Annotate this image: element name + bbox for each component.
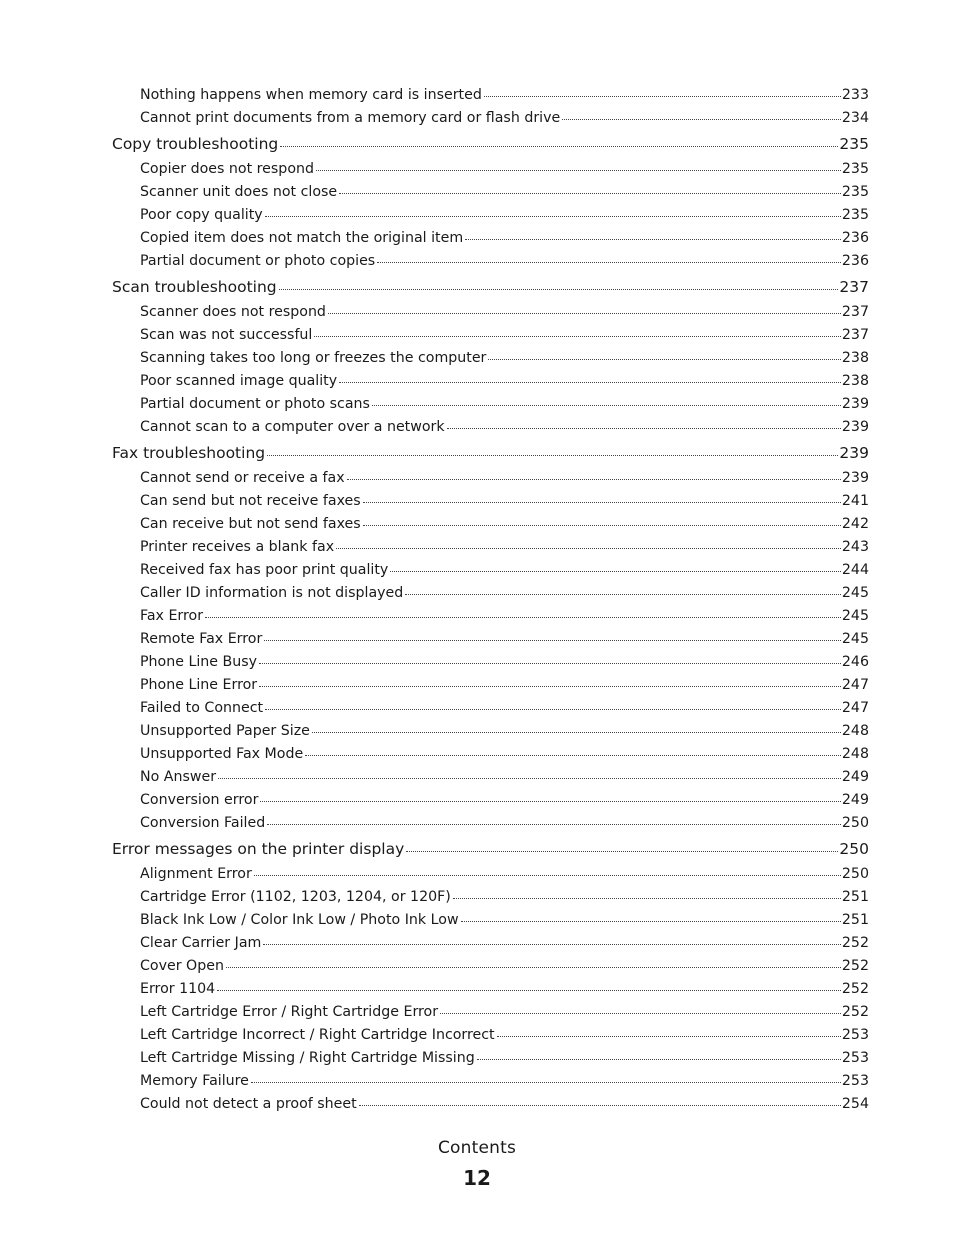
toc-entry[interactable]	[0, 605, 954, 628]
toc-entry-page: 247	[841, 677, 869, 693]
dot-leader	[265, 216, 841, 217]
toc-entry-title: Copier does not respond	[140, 161, 314, 177]
dot-leader	[461, 921, 841, 922]
toc-section-entry[interactable]	[0, 835, 954, 863]
toc-entry-title: Unsupported Fax Mode	[140, 746, 304, 762]
toc-entry-title: Left Cartridge Missing / Right Cartridge Missing	[140, 1050, 475, 1066]
toc-entry-title: Copied item does not match the original item	[140, 230, 464, 246]
toc-entry-page: 233	[841, 87, 869, 103]
toc-entry-title: Clear Carrier Jam	[140, 935, 262, 951]
toc-entry-page: 253	[841, 1027, 869, 1043]
toc-entry[interactable]	[0, 955, 954, 978]
toc-entry-page: 238	[841, 350, 869, 366]
toc-entry-page: 244	[841, 562, 869, 578]
toc-entry[interactable]	[0, 513, 954, 536]
toc-entry-page: 254	[841, 1096, 869, 1112]
dot-leader	[316, 170, 841, 171]
dot-leader	[406, 851, 838, 852]
toc-entry[interactable]	[0, 250, 954, 273]
dot-leader	[312, 732, 841, 733]
toc-entry-title: Left Cartridge Error / Right Cartridge Error	[140, 1004, 439, 1020]
toc-entry-page: 246	[841, 654, 869, 670]
toc-entry-title: Error 1104	[140, 981, 216, 997]
dot-leader	[260, 801, 841, 802]
toc-entry-page: 245	[841, 608, 869, 624]
toc-entry[interactable]	[0, 978, 954, 1001]
toc-entry-page: 243	[841, 539, 869, 555]
toc-entry-page: 252	[841, 935, 869, 951]
toc-entry[interactable]	[0, 536, 954, 559]
toc-entry[interactable]	[0, 181, 954, 204]
toc-entry-title: Fax troubleshooting	[112, 444, 266, 462]
toc-entry-title: Cover Open	[140, 958, 224, 974]
toc-entry[interactable]	[0, 932, 954, 955]
dot-leader	[265, 709, 841, 710]
toc-entry[interactable]	[0, 697, 954, 720]
toc-entry-title: Memory Failure	[140, 1073, 249, 1089]
toc-entry[interactable]	[0, 1070, 954, 1093]
dot-leader	[328, 313, 841, 314]
toc-entry-page: 239	[841, 396, 869, 412]
toc-entry[interactable]	[0, 766, 954, 789]
dot-leader	[314, 336, 841, 337]
toc-entry-page: 239	[841, 419, 869, 435]
toc-entry-page: 235	[841, 161, 869, 177]
dot-leader	[363, 525, 841, 526]
dot-leader	[405, 594, 841, 595]
toc-entry[interactable]	[0, 1024, 954, 1047]
dot-leader	[440, 1013, 841, 1014]
toc-entry[interactable]	[0, 743, 954, 766]
toc-entry-page: 250	[839, 840, 869, 858]
dot-leader	[251, 1082, 841, 1083]
dot-leader	[259, 663, 841, 664]
toc-entry[interactable]	[0, 467, 954, 490]
dot-leader	[484, 96, 841, 97]
toc-entry-title: Left Cartridge Incorrect / Right Cartridge Incorrect	[140, 1027, 495, 1043]
footer-section-title: Contents	[437, 1138, 517, 1158]
dot-leader	[205, 617, 841, 618]
toc-entry-page: 247	[841, 700, 869, 716]
toc-entry-page: 242	[841, 516, 869, 532]
dot-leader	[305, 755, 841, 756]
footer-page-number: 12	[463, 1166, 491, 1190]
toc-entry-title: Poor copy quality	[140, 207, 263, 223]
toc-entry[interactable]	[0, 789, 954, 812]
toc-entry[interactable]	[0, 347, 954, 370]
toc-entry[interactable]	[0, 84, 954, 107]
toc-entry[interactable]	[0, 812, 954, 835]
dot-leader	[562, 119, 841, 120]
toc-entry-title: Scan was not successful	[140, 327, 313, 343]
dot-leader	[347, 479, 841, 480]
toc-section-entry[interactable]	[0, 273, 954, 301]
toc-entry-title: Cannot send or receive a fax	[140, 470, 345, 486]
toc-entry-title: Error messages on the printer display	[112, 840, 405, 858]
toc-entry-title: Phone Line Busy	[140, 654, 258, 670]
toc-entry[interactable]	[0, 416, 954, 439]
toc-entry[interactable]	[0, 909, 954, 932]
toc-entry-title: Cannot scan to a computer over a network	[140, 419, 445, 435]
toc-entry[interactable]	[0, 324, 954, 347]
toc-entry-page: 253	[841, 1073, 869, 1089]
dot-leader	[363, 502, 841, 503]
dot-leader	[218, 778, 841, 779]
dot-leader	[280, 146, 838, 147]
toc-entry[interactable]	[0, 1047, 954, 1070]
toc-entry-title: Partial document or photo copies	[140, 253, 376, 269]
toc-entry-page: 235	[839, 135, 869, 153]
dot-leader	[488, 359, 841, 360]
toc-entry[interactable]	[0, 886, 954, 909]
toc-entry-page: 234	[841, 110, 869, 126]
toc-entry-title: Unsupported Paper Size	[140, 723, 310, 739]
toc-entry-page: 237	[841, 304, 869, 320]
toc-entry[interactable]	[0, 370, 954, 393]
toc-entry-title: Conversion error	[140, 792, 259, 808]
toc-entry[interactable]	[0, 674, 954, 697]
dot-leader	[339, 193, 841, 194]
dot-leader	[263, 944, 841, 945]
toc-entry[interactable]	[0, 204, 954, 227]
toc-entry-title: Printer receives a blank fax	[140, 539, 335, 555]
table-of-contents	[0, 84, 954, 1116]
toc-entry-title: Poor scanned image quality	[140, 373, 338, 389]
toc-entry-title: Can receive but not send faxes	[140, 516, 361, 532]
dot-leader	[217, 990, 841, 991]
toc-entry-title: Received fax has poor print quality	[140, 562, 389, 578]
toc-entry-page: 253	[841, 1050, 869, 1066]
dot-leader	[377, 262, 841, 263]
toc-entry-page: 235	[841, 207, 869, 223]
toc-entry-title: Can send but not receive faxes	[140, 493, 361, 509]
toc-section-entry[interactable]	[0, 130, 954, 158]
toc-entry-page: 252	[841, 958, 869, 974]
dot-leader	[447, 428, 841, 429]
toc-entry-title: Caller ID information is not displayed	[140, 585, 404, 601]
dot-leader	[372, 405, 841, 406]
dot-leader	[254, 875, 841, 876]
dot-leader	[497, 1036, 841, 1037]
toc-entry-page: 237	[839, 278, 869, 296]
toc-entry[interactable]	[0, 490, 954, 513]
toc-entry-page: 252	[841, 1004, 869, 1020]
toc-entry-page: 237	[841, 327, 869, 343]
toc-entry-title: Cannot print documents from a memory card or flash drive	[140, 110, 561, 126]
toc-entry[interactable]	[0, 863, 954, 886]
dot-leader	[339, 382, 841, 383]
dot-leader	[259, 686, 841, 687]
toc-entry-page: 248	[841, 746, 869, 762]
toc-entry-page: 252	[841, 981, 869, 997]
dot-leader	[453, 898, 841, 899]
dot-leader	[465, 239, 841, 240]
toc-entry-page: 250	[841, 866, 869, 882]
toc-entry[interactable]	[0, 628, 954, 651]
toc-entry-page: 245	[841, 631, 869, 647]
dot-leader	[267, 455, 838, 456]
toc-entry-page: 250	[841, 815, 869, 831]
toc-entry-title: Scanning takes too long or freezes the computer	[140, 350, 487, 366]
toc-entry-page: 239	[841, 470, 869, 486]
toc-entry-page: 249	[841, 769, 869, 785]
toc-entry-page: 249	[841, 792, 869, 808]
toc-entry-page: 238	[841, 373, 869, 389]
toc-entry[interactable]	[0, 107, 954, 130]
toc-entry-page: 251	[841, 889, 869, 905]
toc-entry[interactable]	[0, 393, 954, 416]
toc-entry-page: 235	[841, 184, 869, 200]
toc-entry-title: Could not detect a proof sheet	[140, 1096, 357, 1112]
dot-leader	[226, 967, 841, 968]
dot-leader	[359, 1105, 841, 1106]
toc-entry-page: 236	[841, 230, 869, 246]
dot-leader	[336, 548, 841, 549]
toc-entry-title: Scan troubleshooting	[112, 278, 277, 296]
toc-entry[interactable]	[0, 158, 954, 181]
toc-entry-title: Conversion Failed	[140, 815, 266, 831]
toc-entry[interactable]	[0, 720, 954, 743]
toc-entry-page: 245	[841, 585, 869, 601]
toc-entry[interactable]	[0, 582, 954, 605]
toc-entry-title: Phone Line Error	[140, 677, 258, 693]
toc-entry[interactable]	[0, 651, 954, 674]
toc-entry-page: 236	[841, 253, 869, 269]
dot-leader	[477, 1059, 841, 1060]
dot-leader	[267, 824, 841, 825]
toc-entry-title: Scanner does not respond	[140, 304, 326, 320]
toc-entry-title: Failed to Connect	[140, 700, 264, 716]
toc-section-entry[interactable]	[0, 439, 954, 467]
toc-entry[interactable]	[0, 559, 954, 582]
toc-entry-title: Fax Error	[140, 608, 204, 624]
toc-entry-title: Remote Fax Error	[140, 631, 263, 647]
dot-leader	[390, 571, 841, 572]
toc-entry[interactable]	[0, 227, 954, 250]
toc-entry-page: 248	[841, 723, 869, 739]
toc-entry-title: Copy troubleshooting	[112, 135, 279, 153]
toc-entry-page: 239	[839, 444, 869, 462]
toc-entry-title: Alignment Error	[140, 866, 252, 882]
toc-entry-page: 251	[841, 912, 869, 928]
toc-entry-title: Nothing happens when memory card is inserted	[140, 87, 482, 103]
toc-entry-title: Scanner unit does not close	[140, 184, 338, 200]
dot-leader	[264, 640, 841, 641]
toc-entry[interactable]	[0, 1093, 954, 1116]
toc-entry-title: Cartridge Error (1102, 1203, 1204, or 120F)	[140, 889, 451, 905]
toc-entry[interactable]	[0, 301, 954, 324]
toc-entry[interactable]	[0, 1001, 954, 1024]
toc-entry-page: 241	[841, 493, 869, 509]
dot-leader	[279, 289, 839, 290]
toc-entry-title: Partial document or photo scans	[140, 396, 370, 412]
toc-entry-title: No Answer	[140, 769, 217, 785]
toc-entry-title: Black Ink Low / Color Ink Low / Photo Ink Low	[140, 912, 459, 928]
